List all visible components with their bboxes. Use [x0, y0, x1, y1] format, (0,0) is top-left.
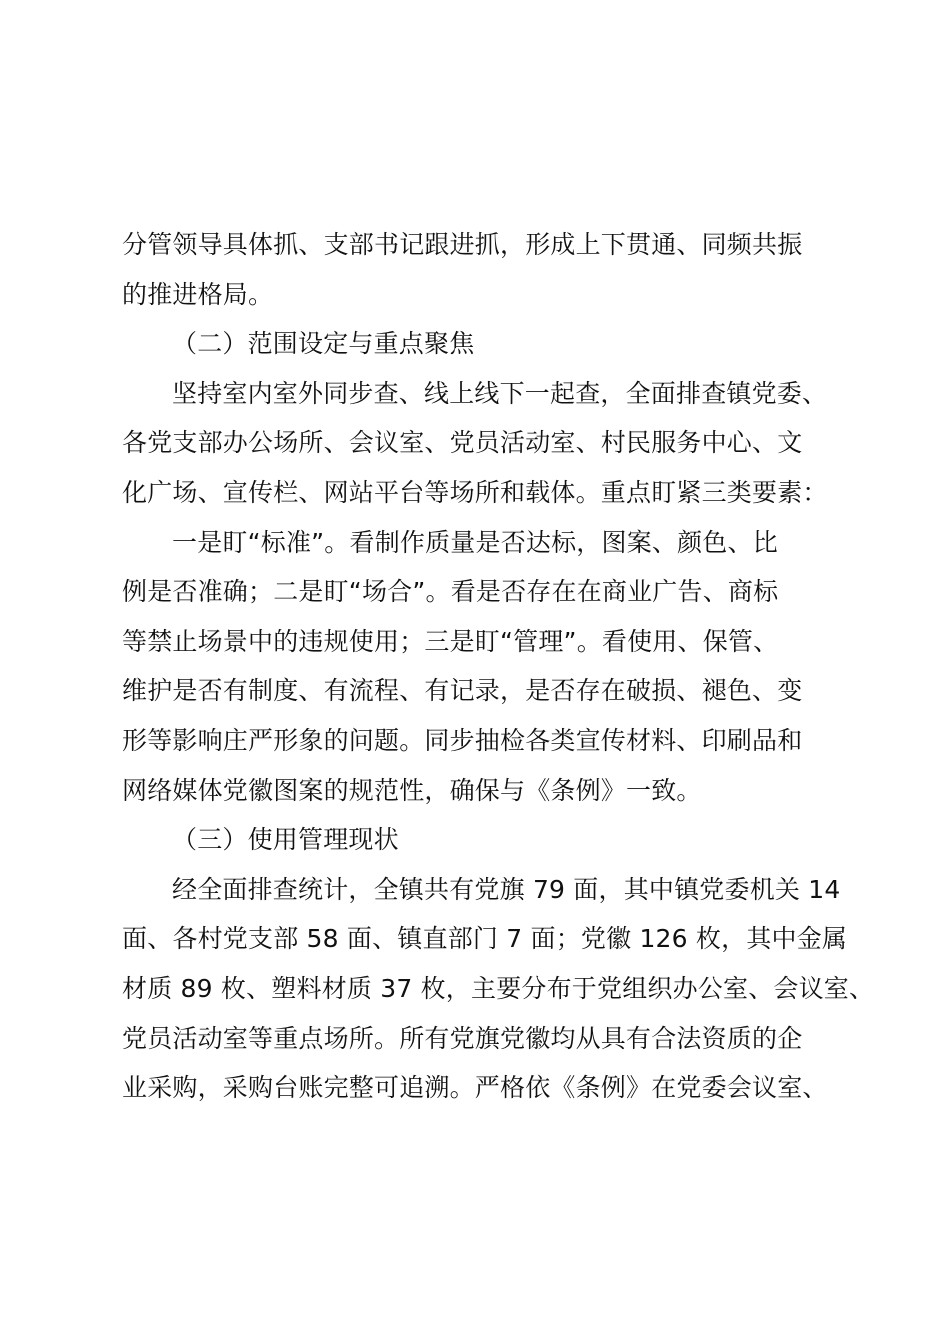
section-heading: （三）使用管理现状	[172, 825, 399, 855]
text-line: 坚持室内室外同步查、线上线下一起查，全面排查镇党委、	[172, 378, 828, 408]
section-heading: （二）范围设定与重点聚焦	[172, 329, 475, 359]
document-body	[122, 220, 875, 1113]
text-line: 分管领导具体抓、支部书记跟进抓，形成上下贯通、同频共振	[122, 230, 803, 259]
text-line: 形等影响庄严形象的问题。同步抽检各类宣传材料、印刷品和	[122, 725, 803, 755]
text-line: 业采购，采购台账完整可追溯。严格依《条例》在党委会议室、	[122, 1073, 828, 1103]
text-line: 例是否准确；二是盯“场合”。看是否存在在商业广告、商标	[122, 577, 779, 607]
text-line: 各党支部办公场所、会议室、党员活动室、村民服务中心、文	[122, 428, 803, 458]
text-line: 面、各村党支部 58 面、镇直部门 7 面；党徽 126 枚，其中金属	[122, 924, 848, 954]
text-line: 材质 89 枚、塑料材质 37 枚，主要分布于党组织办公室、会议室、	[122, 973, 875, 1003]
text-line: 经全面排查统计，全镇共有党旗 79 面，其中镇党委机关 14	[172, 874, 841, 904]
text-line: 化广场、宣传栏、网站平台等场所和载体。重点盯紧三类要素：	[122, 477, 828, 507]
text-line: 一是盯“标准”。看制作质量是否达标，图案、颜色、比	[172, 527, 778, 557]
text-line: 等禁止场景中的违规使用；三是盯“管理”。看使用、保管、	[122, 626, 779, 656]
text-line: 维护是否有制度、有流程、有记录，是否存在破损、褪色、变	[122, 676, 803, 706]
text-line: 的推进格局。	[122, 279, 274, 309]
text-line: 网络媒体党徽图案的规范性，确保与《条例》一致。	[122, 775, 702, 805]
text-line: 党员活动室等重点场所。所有党旗党徽均从具有合法资质的企	[122, 1023, 803, 1053]
